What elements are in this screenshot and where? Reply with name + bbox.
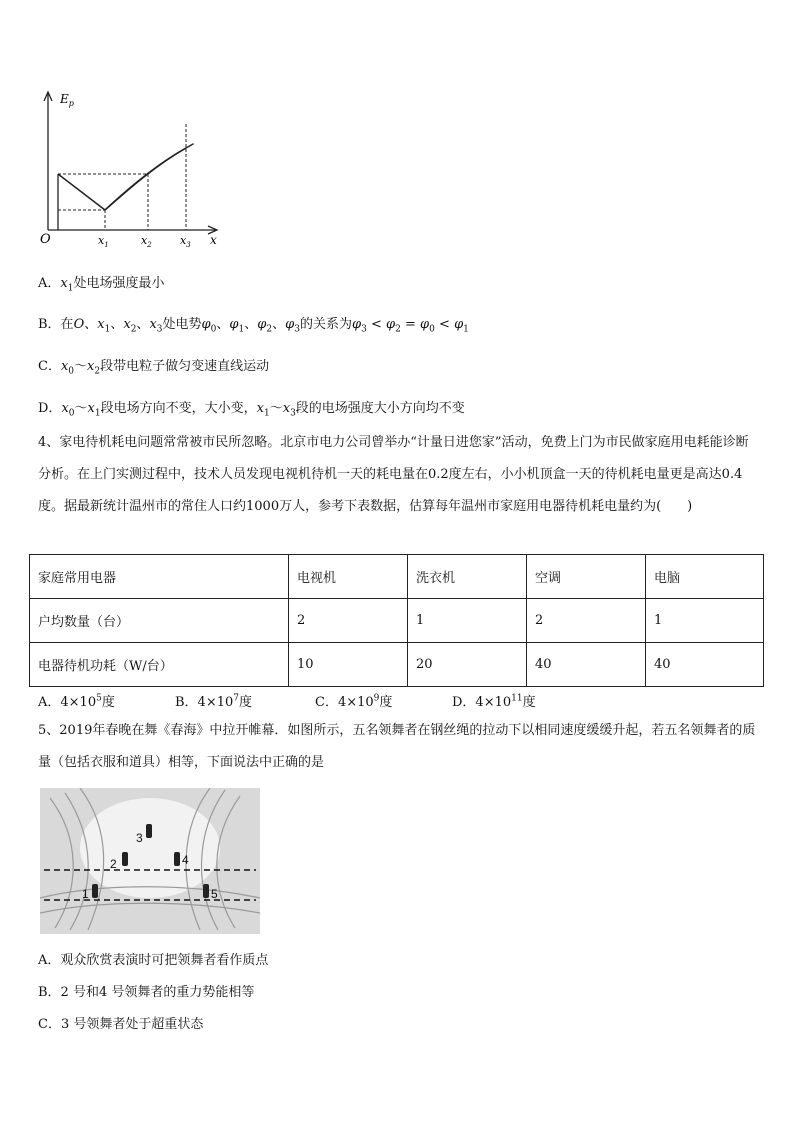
table-cell: 10 <box>289 643 408 687</box>
table-row <box>30 599 764 643</box>
table-cell: 40 <box>646 643 764 687</box>
q3-option-a: A．$x_1$处电场强度最小 <box>38 276 165 294</box>
table-cell: 电脑 <box>646 555 764 599</box>
ep-label: $E_p$ <box>60 92 74 108</box>
dancer-label-5: 5 <box>211 887 218 901</box>
table-cell: 电器待机功耗（W/台） <box>30 643 289 687</box>
table-cell: 户均数量（台） <box>30 599 289 643</box>
q5-stem: 5、2019年春晚在舞《春海》中拉开帷幕．如图所示，五名领舞者在钢丝绳的拉动下以相同速度缓缓升起，若五名领舞者的质量（包括衣服和道具）相等，下面说法中正确的是 <box>38 723 756 770</box>
table-cell: 电视机 <box>289 555 408 599</box>
q4-stem: 4、家电待机耗电问题常常被市民所忽略。北京市电力公司曾举办“计量日进您家”活动，免费上门为市民做家庭用电耗能诊断分析。在上门实测过程中，技术人员发现电视机待机一天的耗电量在0.2度左右，小小机顶盒一天的待机耗电量更是高达0.4度。据最新统计温州市的常住人口约1000万人，参考下表数据，估算每年温州市家庭用电器待机耗电量约为( ) <box>38 435 749 514</box>
table-cell: 1 <box>646 599 764 643</box>
x3-label: $x_3$ <box>180 234 191 248</box>
q5-option-a: A．观众欣赏表演时可把领舞者看作质点 <box>38 953 269 968</box>
q4-option-c: C．$4\times 10^9$度 <box>315 693 393 710</box>
x-label: x <box>210 233 217 247</box>
table-row <box>30 643 764 687</box>
table-cell: 空调 <box>527 555 646 599</box>
q5-option-b: B．2 号和4 号领舞者的重力势能相等 <box>38 985 255 1000</box>
table-cell: 20 <box>408 643 527 687</box>
table-cell: 洗衣机 <box>408 555 527 599</box>
q3-option-c: C．$x_0\sim x_2$段带电粒子做匀变速直线运动 <box>38 359 270 377</box>
q3-option-b: B．在O、$x_1$、$x_2$、$x_3$处电势$\varphi_0$、$\varphi_1$、$\varphi_2$、$\varphi_3$的关系为$\varphi_3 < \varphi_2 = \varphi_0 < \varphi_1$ <box>38 317 469 335</box>
ep-x-graph <box>40 88 240 248</box>
appliance-table <box>29 554 764 687</box>
table-cell: 2 <box>527 599 646 643</box>
q4-option-a: A．$4\times 10^5$度 <box>38 693 115 710</box>
table-cell: 2 <box>289 599 408 643</box>
table-cell: 40 <box>527 643 646 687</box>
dancer-label-1: 1 <box>82 887 89 901</box>
q3-option-d: D．$x_0\sim x_1$段电场方向不变，大小变，$x_1\sim x_3$段的电场强度大小方向均不变 <box>38 401 465 419</box>
q5-option-c: C．3 号领舞者处于超重状态 <box>38 1017 204 1032</box>
dancer-label-4: 4 <box>182 853 189 867</box>
q4-option-b: B．$4\times 10^7$度 <box>175 693 253 710</box>
table-cell: 家庭常用电器 <box>30 555 289 599</box>
q4-option-d: D．$4\times 10^{11}$度 <box>452 693 536 710</box>
dancer-label-3: 3 <box>136 831 143 845</box>
table-header-row <box>30 555 764 599</box>
dancer-label-2: 2 <box>110 857 117 871</box>
dancers-photo <box>40 788 260 934</box>
ep-curve <box>58 174 105 210</box>
ep-curve-rise <box>105 144 193 210</box>
x1-label: $x_1$ <box>98 234 109 248</box>
x2-label: $x_2$ <box>141 234 152 248</box>
table-cell: 1 <box>408 599 527 643</box>
origin-label: O <box>40 232 51 247</box>
